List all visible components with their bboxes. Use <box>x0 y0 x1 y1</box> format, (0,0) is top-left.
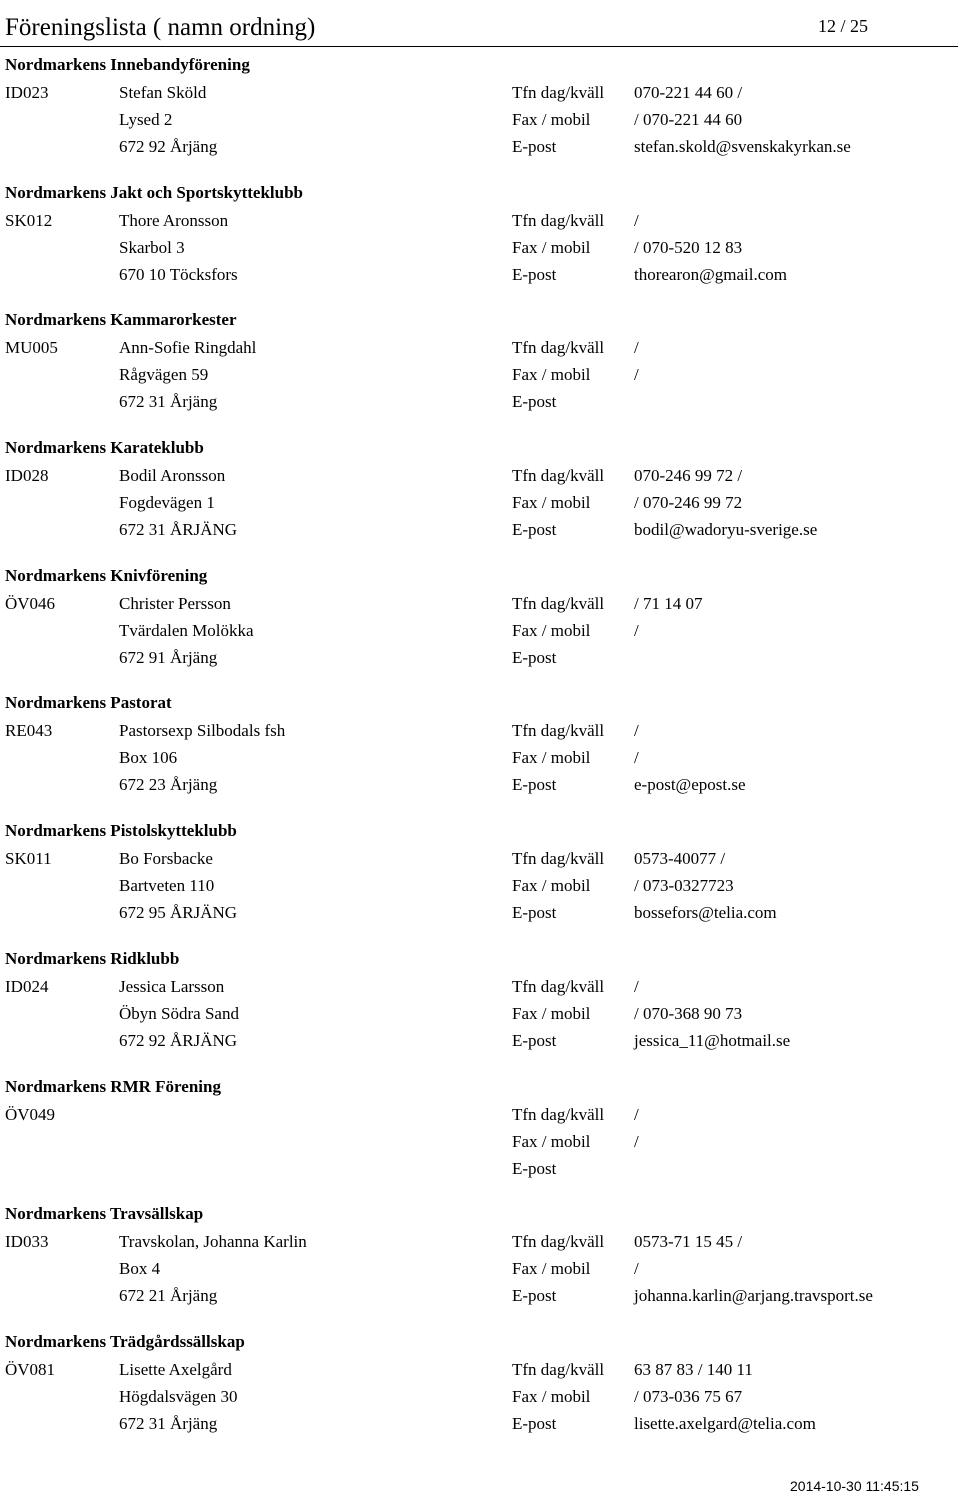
street-address: Tvärdalen Molökka <box>119 620 254 640</box>
phone-label: Tfn dag/kväll <box>512 849 605 869</box>
fax-label: Fax / mobil <box>512 876 591 896</box>
club-entry <box>0 181 960 309</box>
email-label: E-post <box>512 520 557 540</box>
postal-address: 672 95 ÅRJÄNG <box>119 903 238 923</box>
email-link[interactable]: lisette.axelgard@telia.com <box>634 1413 816 1433</box>
club-id: ID028 <box>5 466 49 486</box>
phone-value: 070-221 44 60 / <box>634 83 743 102</box>
club-id: ÖV046 <box>5 593 56 613</box>
postal-address: 672 92 ÅRJÄNG <box>119 1030 238 1050</box>
fax-label: Fax / mobil <box>512 110 591 129</box>
email-link[interactable]: e-post@epost.se <box>634 775 746 795</box>
phone-value: 0573-40077 / <box>634 849 726 869</box>
club-entry <box>0 436 960 564</box>
club-id: SK011 <box>5 849 52 869</box>
fax-label: Fax / mobil <box>512 1259 591 1279</box>
street-address: Öbyn Södra Sand <box>119 1003 239 1023</box>
postal-address: 672 91 Årjäng <box>119 647 218 667</box>
contact-person: Travskolan, Johanna Karlin <box>119 1232 307 1252</box>
fax-value: / 070-520 12 83 <box>634 237 743 257</box>
fax-value: / <box>634 748 639 768</box>
fax-value: / <box>634 620 639 640</box>
contact-person: Ann-Sofie Ringdahl <box>119 338 257 358</box>
email-link[interactable]: bossefors@telia.com <box>634 903 777 923</box>
club-name: Nordmarkens Pastorat <box>5 693 172 713</box>
fax-label: Fax / mobil <box>512 365 591 385</box>
postal-address: 672 92 Årjäng <box>119 137 218 156</box>
street-address: Fogdevägen 1 <box>119 493 215 513</box>
phone-value: / <box>634 721 639 741</box>
contact-person: Stefan Sköld <box>119 83 207 102</box>
phone-value: 63 87 83 / 140 11 <box>634 1359 753 1379</box>
postal-address: 672 31 Årjäng <box>119 1413 218 1433</box>
club-name: Nordmarkens Kammarorkester <box>5 310 237 330</box>
phone-value: / <box>634 210 639 230</box>
print-timestamp: 2014-10-30 11:45:15 <box>790 1478 919 1494</box>
fax-value: / 073-036 75 67 <box>634 1386 743 1406</box>
club-entry <box>0 947 960 1075</box>
fax-value: / <box>634 1259 639 1279</box>
club-list <box>0 53 960 1458</box>
phone-value: / <box>634 1104 639 1124</box>
phone-value: / <box>634 338 639 358</box>
club-id: ÖV049 <box>5 1104 56 1124</box>
email-label: E-post <box>512 1286 557 1306</box>
street-address: Skarbol 3 <box>119 237 185 257</box>
club-entry <box>0 308 960 436</box>
street-address: Box 106 <box>119 748 178 768</box>
fax-label: Fax / mobil <box>512 1386 591 1406</box>
street-address: Bartveten 110 <box>119 876 215 896</box>
email-label: E-post <box>512 1030 557 1050</box>
fax-value: / 073-0327723 <box>634 876 734 896</box>
club-name: Nordmarkens Innebandyförening <box>5 55 250 74</box>
email-label: E-post <box>512 1413 557 1433</box>
phone-label: Tfn dag/kväll <box>512 210 605 230</box>
email-link[interactable]: thorearon@gmail.com <box>634 264 788 284</box>
club-id: ÖV081 <box>5 1359 56 1379</box>
fax-value: / 070-368 90 73 <box>634 1003 743 1023</box>
contact-person: Bodil Aronsson <box>119 466 226 486</box>
email-link[interactable]: johanna.karlin@arjang.travsport.se <box>634 1286 873 1306</box>
phone-value: 0573-71 15 45 / <box>634 1232 743 1252</box>
club-name: Nordmarkens Ridklubb <box>5 948 180 968</box>
club-id: RE043 <box>5 721 53 741</box>
fax-label: Fax / mobil <box>512 493 591 513</box>
club-id: ID023 <box>5 83 49 102</box>
street-address: Högdalsvägen 30 <box>119 1386 238 1406</box>
club-name: Nordmarkens Travsällskap <box>5 1204 204 1224</box>
fax-value: / <box>634 1131 639 1151</box>
contact-person: Lisette Axelgård <box>119 1359 232 1379</box>
phone-label: Tfn dag/kväll <box>512 976 605 996</box>
phone-label: Tfn dag/kväll <box>512 593 605 613</box>
club-entry <box>0 1202 960 1330</box>
email-label: E-post <box>512 1158 557 1178</box>
header-divider <box>0 46 958 47</box>
club-id: MU005 <box>5 338 58 358</box>
email-label: E-post <box>512 392 557 412</box>
phone-value: / <box>634 976 639 996</box>
page-number: 12 / 25 <box>818 16 869 36</box>
fax-value: / 070-221 44 60 <box>634 110 743 129</box>
phone-label: Tfn dag/kväll <box>512 1104 605 1124</box>
email-link[interactable]: bodil@wadoryu-sverige.se <box>634 520 818 540</box>
contact-person: Thore Aronsson <box>119 210 229 230</box>
fax-label: Fax / mobil <box>512 748 591 768</box>
club-name: Nordmarkens Knivförening <box>5 565 208 585</box>
club-id: ID024 <box>5 976 49 996</box>
postal-address: 672 31 ÅRJÄNG <box>119 520 238 540</box>
club-entry <box>0 53 960 181</box>
club-name: Nordmarkens RMR Förening <box>5 1076 221 1096</box>
postal-address: 672 31 Årjäng <box>119 392 218 412</box>
phone-label: Tfn dag/kväll <box>512 1232 605 1252</box>
postal-address: 672 23 Årjäng <box>119 775 218 795</box>
fax-label: Fax / mobil <box>512 1003 591 1023</box>
fax-value: / 070-246 99 72 <box>634 493 743 513</box>
club-entry <box>0 1075 960 1203</box>
phone-label: Tfn dag/kväll <box>512 721 605 741</box>
email-label: E-post <box>512 137 557 156</box>
street-address: Rågvägen 59 <box>119 365 209 385</box>
email-link[interactable]: jessica_11@hotmail.se <box>634 1030 791 1050</box>
club-entry <box>0 564 960 692</box>
phone-value: / 71 14 07 <box>634 593 703 613</box>
club-id: SK012 <box>5 210 53 230</box>
postal-address: 670 10 Töcksfors <box>119 264 238 284</box>
fax-label: Fax / mobil <box>512 620 591 640</box>
club-id: ID033 <box>5 1232 49 1252</box>
fax-value: / <box>634 365 639 385</box>
postal-address: 672 21 Årjäng <box>119 1286 218 1306</box>
email-label: E-post <box>512 264 557 284</box>
phone-value: 070-246 99 72 / <box>634 466 743 486</box>
email-link[interactable]: stefan.skold@svenskakyrkan.se <box>634 137 851 156</box>
phone-label: Tfn dag/kväll <box>512 466 605 486</box>
contact-person: Bo Forsbacke <box>119 849 213 869</box>
fax-label: Fax / mobil <box>512 237 591 257</box>
fax-label: Fax / mobil <box>512 1131 591 1151</box>
phone-label: Tfn dag/kväll <box>512 83 605 102</box>
club-name: Nordmarkens Jakt och Sportskytteklubb <box>5 182 304 202</box>
phone-label: Tfn dag/kväll <box>512 338 605 358</box>
phone-label: Tfn dag/kväll <box>512 1359 605 1379</box>
email-label: E-post <box>512 775 557 795</box>
page-title: Föreningslista ( namn ordning) <box>5 14 316 41</box>
club-entry <box>0 1330 960 1458</box>
street-address: Lysed 2 <box>119 110 173 129</box>
email-label: E-post <box>512 647 557 667</box>
contact-person: Jessica Larsson <box>119 976 225 996</box>
contact-person: Pastorsexp Silbodals fsh <box>119 721 286 741</box>
club-name: Nordmarkens Karateklubb <box>5 438 204 458</box>
street-address: Box 4 <box>119 1259 161 1279</box>
contact-person: Christer Persson <box>119 593 231 613</box>
club-entry <box>0 691 960 819</box>
club-entry <box>0 819 960 947</box>
club-name: Nordmarkens Trädgårdssällskap <box>5 1331 245 1351</box>
club-name: Nordmarkens Pistolskytteklubb <box>5 821 237 841</box>
email-label: E-post <box>512 903 557 923</box>
